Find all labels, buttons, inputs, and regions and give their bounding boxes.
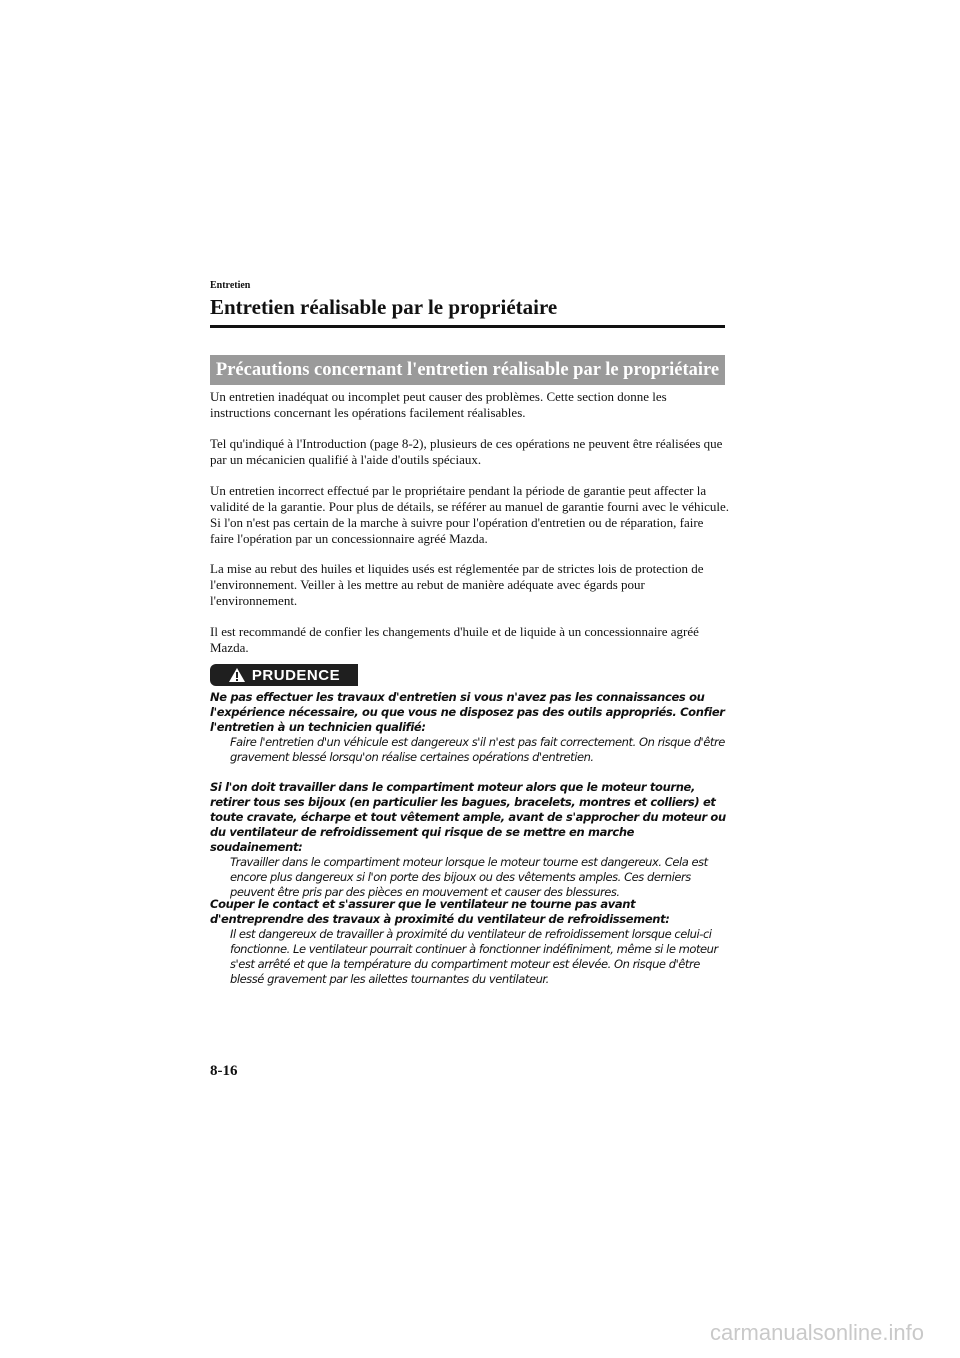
caution-label: PRUDENCE [251, 666, 341, 684]
section-banner: Précautions concernant l'entretien réalisable par le propriétaire [210, 355, 725, 385]
caution-badge [210, 664, 358, 686]
paragraph [210, 483, 730, 547]
caution-detail: Faire l'entretien d'un véhicule est dangereux s'il n'est pas fait correctement. On risque d'être gravement blessé lorsqu'on réalise certaines opérations d'entretien. [230, 735, 725, 764]
caution-detail: Travailler dans le compartiment moteur lorsque le moteur tourne est dangereux. Cela est encore plus dangereux si l'on porte des bijoux ou des vêtements amples. Ces derniers peuvent être pris par des pièces en mouvement et causer des blessures. [230, 855, 708, 899]
paragraph-text: Tel qu'indiqué à l'Introduction (page 8-2), plusieurs de ces opérations ne peuvent être réalisées que par un mécanicien qualifié à l'aide d'outils spéciaux. [210, 436, 723, 467]
warning-triangle-icon [228, 667, 246, 683]
caution-item [210, 690, 730, 765]
caution-detail: Il est dangereux de travailler à proximité du ventilateur de refroidissement lorsque celui-ci fonctionne. Le ventilateur pourrait continuer à fonctionner indéfiniment, même si le moteur s'est arrêté et que la température du compartiment moteur est élevée. On risque d'être blessé gravement par les ailettes tournantes du ventilateur. [230, 927, 718, 986]
caution-heading: Si l'on doit travailler dans le compartiment moteur alors que le moteur tourne, retirer tous ses bijoux (en particulier les bagues, bracelets, montres et colliers) et toute cravate, écharpe et tout vêtement ample, avant de s'approcher du moteur ou du ventilateur de refroidissement qui risque de se mettre en marche soudainement: [210, 780, 726, 854]
caution-item [210, 780, 730, 900]
watermark: carmanualsonline.info [709, 1320, 924, 1345]
section-label: Entretien [210, 280, 251, 291]
caution-item [210, 897, 730, 987]
paragraph-text: Il est recommandé de confier les changements d'huile et de liquide à un concessionnaire agréé Mazda. [210, 624, 699, 655]
paragraph-text: Un entretien incorrect effectué par le propriétaire pendant la période de garantie peut affecter la validité de la garantie. Pour plus de détails, se référer au manuel de garantie fourni avec le véhicule. Si l'on n'est pas certain de la marche à suivre pour l'opération d'entretien ou de réparation, faire faire l'opération par un concessionnaire agréé Mazda. [210, 483, 730, 546]
paragraph [210, 436, 730, 468]
page-number: 8-16 [210, 1063, 238, 1079]
paragraph [210, 624, 730, 656]
title-divider [210, 325, 725, 328]
paragraph-text: Un entretien inadéquat ou incomplet peut causer des problèmes. Cette section donne les instructions concernant les opérations facilement réalisables. [210, 389, 667, 420]
caution-heading: Ne pas effectuer les travaux d'entretien si vous n'avez pas les connaissances ou l'expérience nécessaire, ou que vous ne disposez pas des outils appropriés. Confier l'entretien à un technicien qualifié: [210, 690, 725, 734]
caution-heading: Couper le contact et s'assurer que le ventilateur ne tourne pas avant d'entreprendre des travaux à proximité du ventilateur de refroidissement: [210, 897, 670, 926]
page-title: Entretien réalisable par le propriétaire [210, 295, 558, 319]
paragraph-text: La mise au rebut des huiles et liquides usés est réglementée par de strictes lois de protection de l'environnement. Veiller à les mettre au rebut de manière adéquate avec égards pour l'environnement. [210, 561, 704, 608]
paragraph [210, 389, 730, 421]
paragraph [210, 561, 730, 609]
